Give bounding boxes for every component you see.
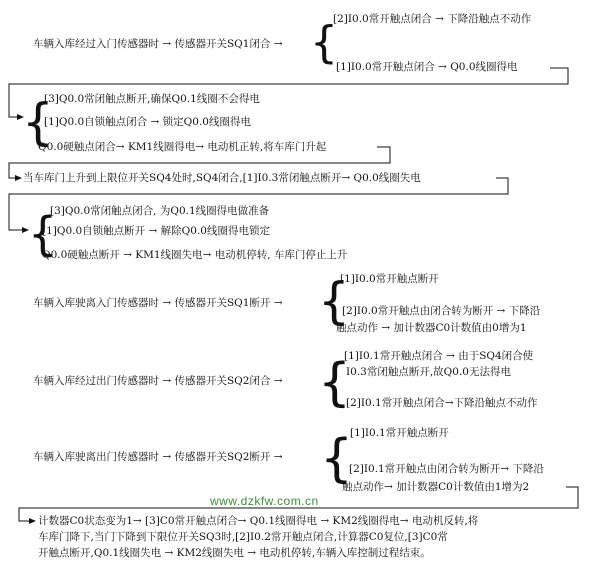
step4-branch-1: [3]Q0.0常闭触点闭合, 为Q0.1线圈得电做准备 [50, 205, 270, 217]
step8-line-1: 计数器C0状态变为1→ [3]C0常开触点闭合→ Q0.1线圈得电 → KM2线圈得电→ 电动机反转,将 [38, 515, 479, 527]
step4-branch-3: Q0.0硬触点断开 → KM1线圈失电→ 电动机停转, 车库门停止上升 [42, 249, 348, 261]
step1-branch-1: [2]I0.0常开触点闭合 → 下降沿触点不动作 [333, 13, 532, 25]
step4-branch-2: [1]Q0.0自锁触点断开 → 解除Q0.0线圈得电锁定 [42, 225, 270, 237]
step1-branch-2: [1]I0.0常开触点闭合 → Q0.0线圈得电 [336, 61, 518, 73]
step5-main-text: 车辆入库驶离入门传感器时 → 传感器开关SQ1断开 → [33, 297, 283, 309]
step7-branch-2-line-2: 触点动作→ 加计数器C0计数值由1增为2 [342, 481, 530, 493]
brace-step5: { [318, 272, 350, 330]
brace-step6: { [318, 353, 352, 413]
brace-step4: { [28, 207, 58, 261]
step6-main-text: 车辆入库经过出门传感器时 → 传感器开关SQ2闭合 → [33, 375, 283, 387]
connector-step3-to-step4 [9, 178, 508, 230]
step1-main-text: 车辆入库经过入门传感器时 → 传感器开关SQ1闭合 → [33, 38, 283, 50]
step7-branch-1: [1]I0.1常开触点断开 [350, 427, 449, 439]
arrowhead [15, 175, 22, 181]
brace-step7: { [320, 429, 354, 489]
step6-branch-1-line-2: I0.3常闭触点断开,故Q0.0无法得电 [346, 366, 511, 378]
arrowhead [29, 518, 36, 524]
step5-branch-1: [1]I0.0常开触点断开 [340, 273, 439, 285]
step6-branch-2: [2]I0.1常开触点闭合→下降沿触点不动作 [346, 397, 538, 409]
step5-branch-2-line-2: 触点动作 → 加计数器C0计数值由0增为1 [336, 322, 527, 334]
step2-branch-1: [3]Q0.0常闭触点断开,确保Q0.1线圈不会得电 [44, 93, 260, 105]
step2-branch-2: [1]Q0.0自锁触点闭合 → 锁定Q0.0线圈得电 [44, 116, 251, 128]
step2-branch-3: Q0.0硬触点闭合→ KM1线圈得电→ 电动机正转,将车库门升起 [38, 141, 327, 153]
brace-step2: { [22, 93, 54, 151]
step3-text: 当车库门上升到上限位开关SQ4处时,SQ4闭合,[1]I0.3常闭触点断开→ Q0.0线圈失电 [23, 172, 421, 184]
step6-branch-1-line-1: [1]I0.1常开触点闭合 → 由于SQ4闭合使 [344, 350, 534, 362]
step7-main-text: 车辆入库驶离出门传感器时 → 传感器开关SQ2断开 → [33, 451, 283, 463]
step8-line-3: 开触点断开,Q0.1线圈失电 → KM2线圈失电 → 电动机停转,车辆入库控制过程结束。 [38, 547, 431, 559]
step5-branch-2-line-1: [2]I0.0常开触点由闭合转为断开 → 下降沿 [342, 305, 541, 317]
watermark-text: www.dzkfw.com.cn [210, 494, 319, 508]
step8-line-2: 车库门降下,当门下降到下限位开关SQ3时,[2]I0.2常开触点闭合,计算器C0复位,[3]C0常 [38, 531, 448, 543]
brace-step1: { [310, 17, 338, 68]
step7-branch-2-line-1: [2]I0.1常开触点由闭合转为断开→ 下降沿 [349, 463, 544, 475]
